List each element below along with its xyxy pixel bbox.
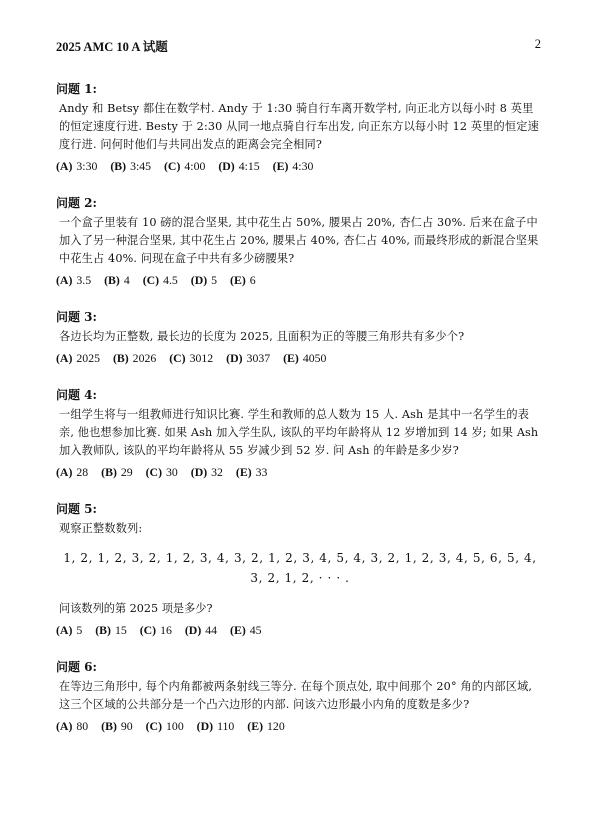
page-header <box>56 37 541 55</box>
choice-d: (D) 5 <box>190 273 218 287</box>
problem-list <box>56 80 544 754</box>
answer-choices <box>56 621 544 639</box>
choice-e: (E) 33 <box>235 465 268 479</box>
problem-title: 问题 6: <box>56 660 97 674</box>
page-number: 2 <box>534 37 541 51</box>
choice-c: (C) 16 <box>139 623 172 637</box>
choice-a: (A) 5 <box>56 623 83 637</box>
answer-choices <box>56 463 544 481</box>
problem-4 <box>56 386 544 481</box>
problem-2 <box>56 194 544 289</box>
choice-c: (C) 4.5 <box>142 273 178 287</box>
choice-b: (B) 3:45 <box>110 159 152 173</box>
choice-a: (A) 28 <box>56 465 89 479</box>
problem-text: 一组学生将与一组教师进行知识比赛. 学生和教师的总人数为 15 人. Ash 是其中一名学生的表亲, 他也想参加比赛. 如果 Ash 加入学生队, 该队的平均年龄将从 12 岁增加到 14 岁; 如果 Ash 加入教师队, 该队的平均年龄将从 55 岁减少到 52 岁. 问 Ash 的年龄是多少岁? <box>59 408 539 457</box>
problem-title: 问题 1: <box>56 82 97 96</box>
choice-d: (D) 44 <box>184 623 218 637</box>
choice-e: (E) 120 <box>247 719 285 733</box>
problem-question: 问该数列的第 2025 项是多少? <box>59 602 213 615</box>
problem-title: 问题 4: <box>56 388 97 402</box>
document-title: 2025 AMC 10 A 试题 <box>56 40 168 54</box>
choice-b: (B) 29 <box>101 465 133 479</box>
problem-text: 一个盒子里装有 10 磅的混合坚果, 其中花生占 50%, 腰果占 20%, 杏仁占 30%. 后来在盒子中加入了另一种混合坚果, 其中花生占 20%, 腰果占 40%, 杏仁占 40%, 而最终形成的新混合坚果中花生占 40%. 问现在盒子中共有多少磅腰果? <box>59 216 539 265</box>
choice-c: (C) 100 <box>145 719 184 733</box>
choice-a: (A) 2025 <box>56 351 100 365</box>
choice-a: (A) 80 <box>56 719 89 733</box>
choice-a: (A) 3.5 <box>56 273 92 287</box>
problem-title: 问题 5: <box>56 502 97 516</box>
problem-text: 各边长均为正整数, 最长边的长度为 2025, 且面积为正的等腰三角形共有多少个? <box>59 330 465 343</box>
answer-choices <box>56 157 544 175</box>
choice-d: (D) 32 <box>190 465 223 479</box>
choice-d: (D) 110 <box>196 719 235 733</box>
problem-text: 在等边三角形中, 每个内角都被两条射线三等分. 在每个顶点处, 取中间那个 20° 角的内部区域, 这三个区域的公共部分是一个凸六边形的内部. 问该六边形最小内角的度数是多少? <box>59 680 533 711</box>
integer-sequence: 1, 2, 1, 2, 3, 2, 1, 2, 3, 4, 3, 2, 1, 2, 3, 4, 5, 4, 3, 2, 1, 2, 3, 4, 5, 6, 5, 4, 3, 2, 1, 2, · · · . <box>63 551 537 585</box>
problem-text: Andy 和 Betsy 都住在数学村. Andy 于 1:30 骑自行车离开数学村, 向正北方以每小时 8 英里的恒定速度行进. Besty 于 2:30 从同一地点骑自行车出发, 向正东方以每小时 12 英里的恒定速度行进. 问何时他们与共同出发点的距离会完全相同? <box>59 102 539 151</box>
answer-choices <box>56 717 544 735</box>
choice-c: (C) 4:00 <box>164 159 206 173</box>
choice-d: (D) 4:15 <box>218 159 260 173</box>
choice-e: (E) 6 <box>230 273 256 287</box>
choice-e: (E) 4050 <box>283 351 327 365</box>
choice-a: (A) 3:30 <box>56 159 98 173</box>
problem-text: 观察正整数数列: <box>59 522 143 535</box>
choice-c: (C) 3012 <box>169 351 214 365</box>
choice-e: (E) 4:30 <box>272 159 314 173</box>
answer-choices <box>56 271 544 289</box>
problem-title: 问题 2: <box>56 196 97 210</box>
choice-b: (B) 90 <box>101 719 133 733</box>
problem-title: 问题 3: <box>56 310 97 324</box>
choice-b: (B) 4 <box>104 273 130 287</box>
choice-c: (C) 30 <box>145 465 178 479</box>
choice-d: (D) 3037 <box>226 351 271 365</box>
problem-5 <box>56 500 544 639</box>
choice-b: (B) 15 <box>95 623 127 637</box>
answer-choices <box>56 349 544 367</box>
problem-6 <box>56 658 544 735</box>
choice-e: (E) 45 <box>230 623 262 637</box>
problem-3 <box>56 308 544 367</box>
choice-b: (B) 2026 <box>112 351 157 365</box>
problem-1 <box>56 80 544 175</box>
